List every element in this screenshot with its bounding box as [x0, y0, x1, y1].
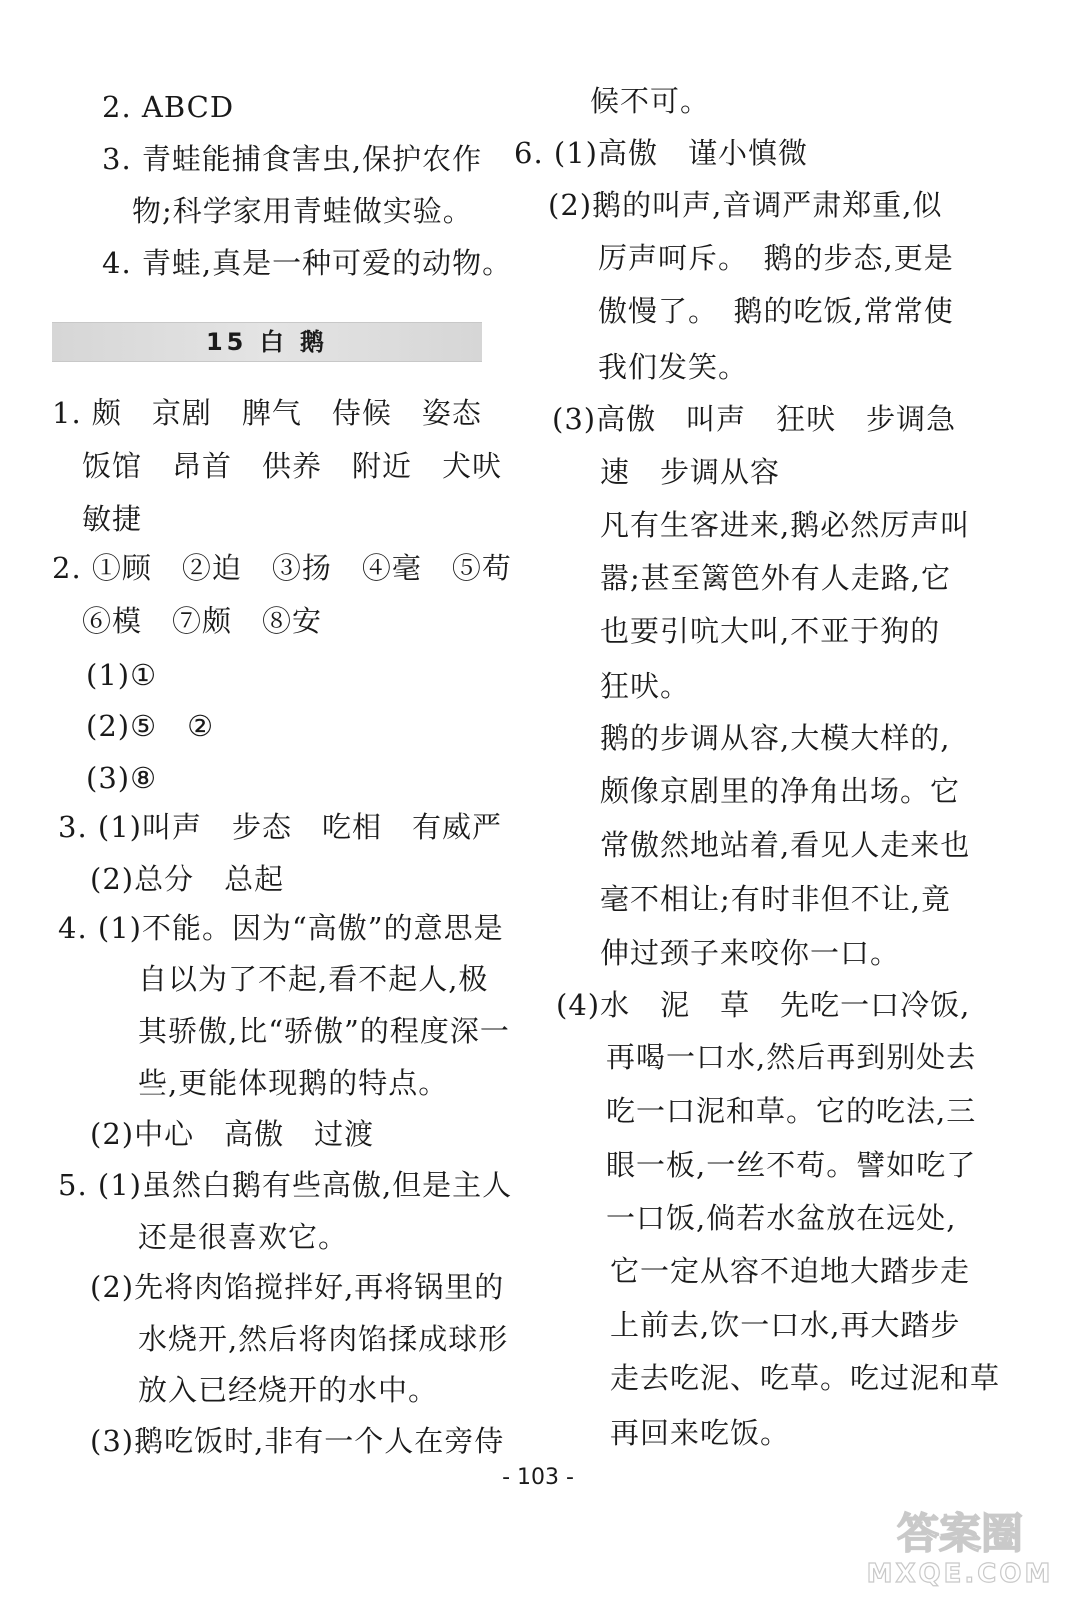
answer-line: 物;科学家用青蛙做实验。 [132, 194, 473, 228]
page-number: - 103 - [502, 1465, 574, 1490]
answer-line: 些,更能体现鹅的特点。 [138, 1066, 449, 1100]
answer-line: 嚣;甚至篱笆外有人走路,它 [600, 561, 951, 595]
answer-line: 厉声呵斥。 鹅的步态,更是 [598, 241, 954, 275]
answer-line: 6. (1)高傲 谨小慎微 [514, 136, 808, 170]
answer-line: (3)⑧ [86, 761, 158, 795]
answer-line: 水烧开,然后将肉馅揉成球形 [138, 1322, 509, 1356]
watermark-line2: MXQE.COM [866, 1559, 1054, 1589]
answer-line: 1. 颇 京剧 脾气 侍候 姿态 [52, 396, 482, 430]
watermark-line1: 答案圈 [896, 1509, 1024, 1558]
answer-line: 3. 青蛙能捕食害虫,保护农作 [102, 142, 483, 176]
answer-line: 也要引吭大叫,不亚于狗的 [600, 614, 941, 648]
answer-line: 走去吃泥、吃草。吃过泥和草 [610, 1361, 1001, 1395]
answer-line: 5. (1)虽然白鹅有些高傲,但是主人 [58, 1168, 513, 1202]
answer-line: 毫不相让;有时非但不让,竟 [600, 882, 951, 916]
watermark-logo [860, 1500, 1060, 1590]
answer-line: 2. ABCD [102, 90, 235, 124]
answer-line: (3)高傲 叫声 狂吠 步调急 [552, 402, 957, 436]
answer-line: (4)水 泥 草 先吃一口冷饭, [556, 988, 971, 1022]
answer-line: 饭馆 昂首 供养 附近 犬吠 [82, 449, 503, 483]
answer-line: 还是很喜欢它。 [138, 1220, 349, 1254]
answer-line: 鹅的步调从容,大模大样的, [600, 721, 951, 755]
answer-line: 颇像京剧里的净角出场。它 [600, 774, 961, 808]
answer-line: (2)⑤ ② [86, 709, 215, 743]
answer-line: 候不可。 [590, 84, 711, 118]
answer-line: 3. (1)叫声 步态 吃相 有威严 [58, 810, 502, 844]
section-title: 白 鹅 [259, 328, 329, 356]
answer-line: 4. 青蛙,真是一种可爱的动物。 [102, 246, 513, 280]
answer-line: 眼一板,一丝不苟。譬如吃了 [606, 1148, 977, 1182]
answer-line: 敏捷 [82, 502, 143, 536]
answer-line: 它一定从容不迫地大踏步走 [610, 1254, 971, 1288]
answer-line: 上前去,饮一口水,再大踏步 [610, 1308, 961, 1342]
answer-line: 傲慢了。 鹅的吃饭,常常使 [598, 294, 954, 328]
answer-line: 2. ①顾 ②迫 ③扬 ④毫 ⑤苟 [52, 551, 512, 585]
answer-line: (2)先将肉馅搅拌好,再将锅里的 [90, 1270, 505, 1304]
answer-line: 再喝一口水,然后再到别处去 [606, 1040, 977, 1074]
answer-line: 吃一口泥和草。它的吃法,三 [606, 1094, 977, 1128]
answer-line: 凡有生客进来,鹅必然厉声叫 [600, 508, 971, 542]
answer-line: ⑥模 ⑦颇 ⑧安 [82, 604, 323, 638]
answer-line: 一口饭,倘若水盆放在远处, [606, 1201, 957, 1235]
answer-line: 放入已经烧开的水中。 [138, 1373, 439, 1407]
answer-line: (1)① [86, 658, 158, 692]
answer-line: (2)中心 高傲 过渡 [90, 1117, 375, 1151]
answer-line: 我们发笑。 [598, 350, 749, 384]
answer-line: 常傲然地站着,看见人走来也 [600, 828, 971, 862]
answer-line: (2)鹅的叫声,音调严肃郑重,似 [548, 188, 943, 222]
answer-line: (2)总分 总起 [90, 862, 285, 896]
section-banner [52, 322, 482, 362]
answer-line: 再回来吃饭。 [610, 1416, 791, 1450]
answer-line: (3)鹅吃饭时,非有一个人在旁侍 [90, 1424, 505, 1458]
section-number: 15 [205, 328, 248, 356]
section-heading [52, 327, 482, 357]
answer-line: 速 步调从容 [600, 455, 781, 489]
answer-line: 伸过颈子来咬你一口。 [600, 936, 901, 970]
answer-line: 其骄傲,比“骄傲”的程度深一 [138, 1014, 510, 1048]
answer-line: 4. (1)不能。因为“高傲”的意思是 [58, 911, 504, 945]
answer-line: 狂吠。 [600, 669, 691, 703]
answer-line: 自以为了不起,看不起人,极 [138, 962, 489, 996]
